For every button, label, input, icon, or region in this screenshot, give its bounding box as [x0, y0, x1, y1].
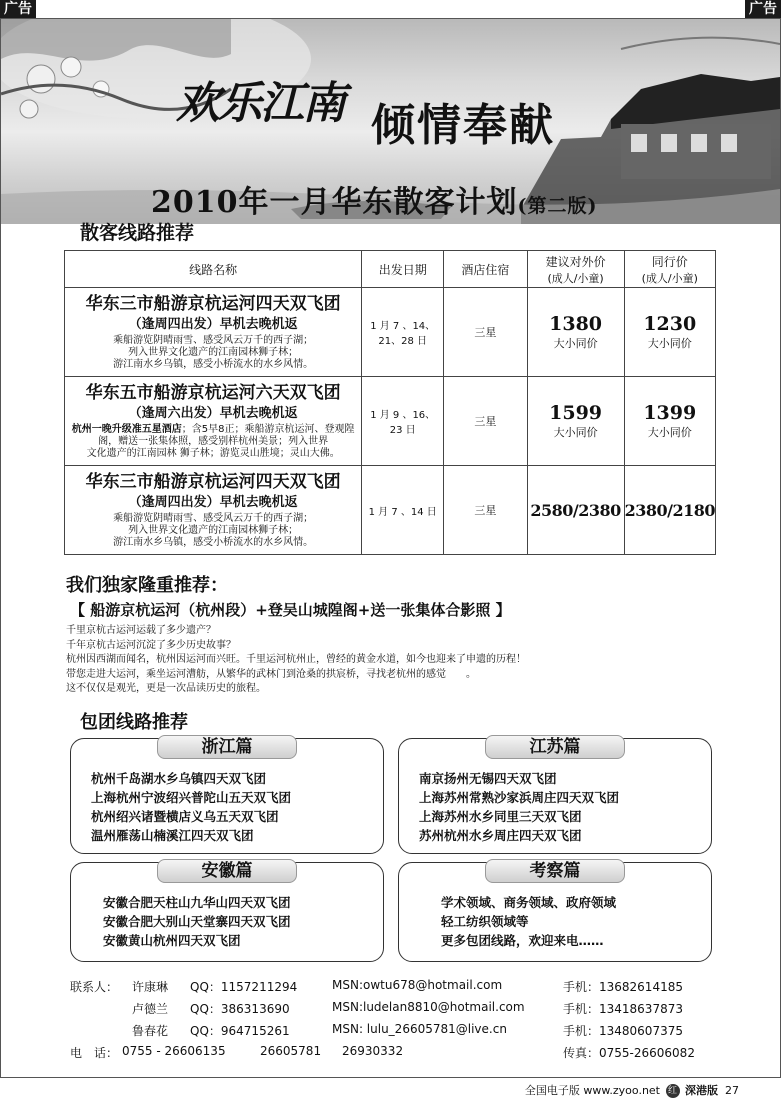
group-route-item: 安徽合肥天柱山九华山四天双飞团: [103, 895, 291, 910]
group-route-item: 轻工纺织领域等: [441, 914, 529, 929]
col-trade-price-sub: (成人/小童): [641, 271, 698, 285]
hero-banner: [1, 19, 780, 224]
contact-mobile: 手机：13480607375: [563, 1024, 683, 1038]
page-footer: [525, 1082, 739, 1098]
route-departure: （逢周六出发）早机去晚机返: [128, 406, 298, 421]
route-cell: [65, 288, 362, 377]
ad-label-right: 广告: [745, 0, 781, 18]
footer-badge-icon: 红: [666, 1084, 680, 1098]
retail-price: 2580/2380: [530, 500, 621, 520]
group-box-items: [441, 893, 616, 950]
col-retail-price-sub: (成人/小童): [547, 271, 604, 285]
col-trade-price: [624, 251, 715, 288]
contact-msn: MSN: lulu_26605781@live.cn: [332, 1022, 507, 1036]
group-box-jiangsu: [398, 738, 712, 854]
group-route-item: 安徽合肥大别山天堂寨四天双飞团: [103, 914, 291, 929]
route-desc-line: 列入世界文化遗产的江南园林狮子林；: [128, 525, 299, 536]
trade-price: 1399: [643, 402, 697, 424]
trade-price-cell: [624, 288, 715, 377]
group-route-item: 杭州千岛湖水乡乌镇四天双飞团: [91, 771, 267, 786]
col-retail-price: [527, 251, 624, 288]
group-box-title: 江苏篇: [485, 735, 625, 759]
table-row: [65, 466, 716, 555]
group-box-title: 浙江篇: [157, 735, 297, 759]
retail-price-cell: [527, 377, 624, 466]
retail-price-cell: [527, 288, 624, 377]
route-desc-highlight: 杭州一晚升级准五星酒店: [71, 424, 182, 435]
table-row: [65, 288, 716, 377]
col-hotel: 酒店住宿: [444, 251, 528, 288]
contact-msn: MSN:owtu678@hotmail.com: [332, 978, 503, 992]
trade-price: 2380/2180: [624, 500, 715, 520]
route-dates: 1 月 9 、16、 23 日: [362, 377, 444, 466]
contact-mobile: 手机：13418637873: [563, 1002, 683, 1016]
group-route-item: 南京扬州无锡四天双飞团: [419, 771, 557, 786]
fax-number: 传真：0755-26606082: [563, 1046, 695, 1060]
group-box-title: 考察篇: [485, 859, 625, 883]
contact-name: 许康琳: [132, 980, 169, 994]
route-desc-line: 游江南水乡乌镇，感受小桥流水的水乡风情。: [113, 537, 314, 548]
story-line: 千年京杭古运河沉淀了多少历史故事？: [66, 639, 236, 651]
group-box-zhejiang: [70, 738, 384, 854]
hero-subtitle-text: 2010年一月华东散客计划: [151, 185, 518, 220]
route-desc-line: [67, 424, 359, 448]
group-box-anhui: [70, 862, 384, 962]
exclusive-banner: 【 船游京杭运河（杭州段）+登吴山城隍阁+送一张集体合影照 】: [70, 601, 511, 619]
group-route-item: 上海苏州常熟沙家浜周庄四天双飞团: [419, 790, 620, 805]
exclusive-story: [66, 624, 706, 697]
trade-price-note: 大小同价: [647, 337, 692, 350]
phone-label: 电 话：: [70, 1046, 119, 1060]
routes-table: [64, 250, 716, 555]
hero-version: (第二版): [517, 195, 598, 217]
table-header-row: [65, 251, 716, 288]
retail-price: 1380: [549, 313, 603, 335]
table-row: [65, 377, 716, 466]
phone-number: 26930332: [342, 1044, 404, 1058]
story-line: 这不仅仅是观光，更是一次品读历史的旅程。: [66, 683, 266, 694]
col-retail-price-label: 建议对外价: [545, 254, 606, 269]
route-desc-text: ；含5早8正；乘船游京杭运河、登观隍阁，赠送一张集体照，感受别样杭州美景；列入世界: [98, 424, 355, 447]
hero-main-title: 倾情奉献: [371, 100, 555, 151]
ad-label-left: 广告: [0, 0, 36, 18]
trade-price: 1230: [643, 313, 697, 335]
footer-site: 全国电子版 www.zyoo.net: [524, 1084, 660, 1097]
contact-qq: QQ：386313690: [190, 1002, 290, 1016]
route-hotel: 三星: [444, 288, 528, 377]
route-hotel: 三星: [444, 377, 528, 466]
phone-number: 26605781: [260, 1044, 322, 1058]
routes-heading: 散客线路推荐: [80, 222, 195, 244]
group-box-items: [91, 769, 291, 845]
route-name: 华东三市船游京杭运河四天双飞团: [85, 294, 341, 314]
route-dates: 1 月 7 、14 日: [362, 466, 444, 555]
contact-mobile: 手机：13682614185: [563, 980, 683, 994]
trade-price-cell: [624, 377, 715, 466]
group-route-item: 杭州绍兴诸暨横店义乌五天双飞团: [91, 809, 279, 824]
group-box-items: [419, 769, 619, 845]
route-cell: [65, 466, 362, 555]
route-desc-line: 乘船游览阴晴雨雪、感受风云万千的西子湖；: [113, 335, 314, 346]
group-route-item: 苏州杭州水乡周庄四天双飞团: [419, 828, 582, 843]
footer-edition: 深港版: [685, 1084, 718, 1097]
retail-price-note: 大小同价: [553, 337, 598, 350]
contact-qq: QQ：1157211294: [190, 980, 298, 994]
group-route-item: 上海杭州宁波绍兴普陀山五天双飞团: [91, 790, 292, 805]
group-route-item: 更多包团线路，欢迎来电……: [441, 933, 604, 948]
story-line: 杭州因西湖而闻名，杭州因运河而兴旺。千里运河杭州止，曾经的黄金水道，如今也迎来了申遗的历程！: [66, 654, 526, 665]
group-box-items: [103, 893, 291, 950]
col-route-name: 线路名称: [65, 251, 362, 288]
col-depart-date: 出发日期: [362, 251, 444, 288]
route-departure: （逢周四出发）早机去晚机返: [128, 495, 298, 510]
group-route-item: 温州雁荡山楠溪江四天双飞团: [91, 828, 254, 843]
route-hotel: 三星: [444, 466, 528, 555]
hero-welcome-title: 欢乐江南: [176, 78, 344, 129]
route-departure: （逢周四出发）早机去晚机返: [128, 317, 298, 332]
group-route-item: 安徽黄山杭州四天双飞团: [103, 933, 241, 948]
page-number: 27: [725, 1084, 739, 1097]
route-desc-line: 乘船游览阴晴雨雪、感受风云万千的西子湖；: [113, 513, 314, 524]
trade-price-cell: [624, 466, 715, 555]
hero-subtitle: [151, 177, 597, 221]
contact-msn: MSN:ludelan8810@hotmail.com: [332, 1000, 525, 1014]
contact-name: 鲁春花: [132, 1024, 169, 1038]
phone-number: 0755 - 26606135: [122, 1044, 226, 1058]
route-dates: 1 月 7 、14、 21、28 日: [362, 288, 444, 377]
retail-price-cell: [527, 466, 624, 555]
story-line: 千里京杭古运河运载了多少遗产？: [66, 625, 216, 636]
group-tours-heading: 包团线路推荐: [80, 712, 188, 733]
route-name: 华东五市船游京杭运河六天双飞团: [85, 383, 341, 403]
route-desc-line: 列入世界文化遗产的江南园林狮子林；: [128, 347, 299, 358]
retail-price: 1599: [549, 402, 603, 424]
route-desc-line: 游江南水乡乌镇，感受小桥流水的水乡风情。: [113, 359, 314, 370]
contact-qq: QQ：964715261: [190, 1024, 290, 1038]
route-cell: [65, 377, 362, 466]
route-desc-line: 文化遗产的江南园林 狮子林；游览灵山胜境；灵山大佛。: [86, 448, 340, 459]
exclusive-heading: 我们独家隆重推荐：: [66, 575, 228, 596]
story-line: 带您走进大运河，乘坐运河漕舫，从繁华的武林门到沧桑的拱宸桥，寻找老杭州的感觉 。: [66, 668, 476, 680]
group-route-item: 上海苏州水乡同里三天双飞团: [419, 809, 582, 824]
retail-price-note: 大小同价: [553, 426, 598, 439]
col-trade-price-label: 同行价: [651, 254, 688, 269]
group-box-inspection: [398, 862, 712, 962]
trade-price-note: 大小同价: [647, 426, 692, 439]
group-box-title: 安徽篇: [157, 859, 297, 883]
contact-label: 联系人：: [70, 980, 119, 994]
route-name: 华东三市船游京杭运河四天双飞团: [85, 472, 341, 492]
group-route-item: 学术领域、商务领域、政府领域: [441, 895, 617, 910]
contact-name: 卢德兰: [132, 1002, 169, 1016]
